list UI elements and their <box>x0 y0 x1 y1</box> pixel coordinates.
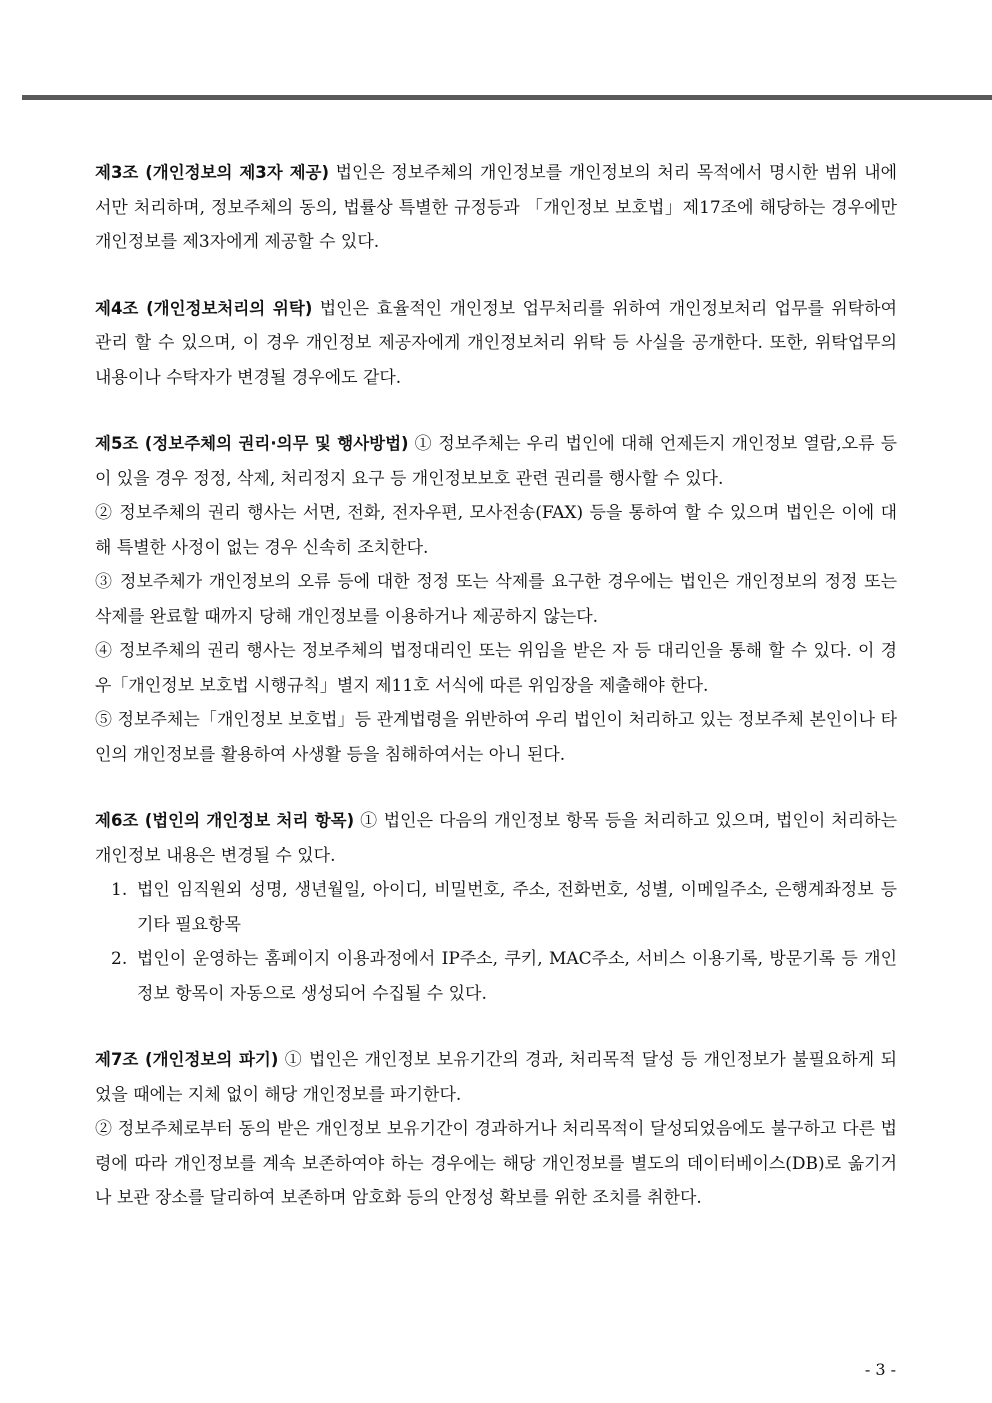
article-5-clause-4: ④ 정보주체의 권리 행사는 정보주체의 법정대리인 또는 위임을 받은 자 등 대리인을 통해 할 수 있다. 이 경우「개인정보 보호법 시행규칙」별지 제11호 서식에 따른 위임장을 제출해야 한다. <box>95 641 897 696</box>
article-3-title: 제3조 (개인정보의 제3자 제공) <box>95 163 330 182</box>
list-item <box>95 942 897 1011</box>
list-item-text: 법인 임직원외 성명, 생년월일, 아이디, 비밀번호, 주소, 전화번호, 성별, 이메일주소, 은행계좌정보 등 기타 필요항목 <box>137 880 897 935</box>
list-item <box>95 873 897 942</box>
article-6 <box>95 804 897 873</box>
article-7-title: 제7조 (개인정보의 파기) <box>95 1050 279 1069</box>
article-6-title: 제6조 (법인의 개인정보 처리 항목) <box>95 811 355 830</box>
article-5-clause-2: ② 정보주체의 권리 행사는 서면, 전화, 전자우편, 모사전송(FAX) 등을 통하여 할 수 있으며 법인은 이에 대해 특별한 사정이 없는 경우 신속히 조치한다. <box>95 503 897 558</box>
article-5-clause-5: ⑤ 정보주체는「개인정보 보호법」등 관계법령을 위반하여 우리 법인이 처리하고 있는 정보주체 본인이나 타인의 개인정보를 활용하여 사생활 등을 침해하여서는 아니 된다. <box>95 710 897 765</box>
list-item-text: 법인이 운영하는 홈페이지 이용과정에서 IP주소, 쿠키, MAC주소, 서비스 이용기록, 방문기록 등 개인정보 항목이 자동으로 생성되어 수집될 수 있다. <box>137 949 897 1004</box>
article-4-title: 제4조 (개인정보처리의 위탁) <box>95 298 313 318</box>
article-4 <box>95 292 897 396</box>
article-3 <box>95 156 897 260</box>
article-5-body: ① 정보주체는 우리 법인에 대해 언제든지 개인정보 열람,오류 등이 있을 경우 정정, 삭제, 처리정지 요구 등 개인정보보호 관련 권리를 행사할 수 있다. <box>95 434 897 489</box>
document-body <box>95 156 897 1216</box>
page-number: - 3 - <box>864 1360 896 1379</box>
list-item-number: 2. <box>111 949 128 969</box>
article-7-body: ① 법인은 개인정보 보유기간의 경과, 처리목적 달성 등 개인정보가 불필요하게 되었을 때에는 지체 없이 해당 개인정보를 파기한다. <box>95 1050 897 1105</box>
article-6-item-list <box>95 873 897 1011</box>
article-6-body: ① 법인은 다음의 개인정보 항목 등을 처리하고 있으며, 법인이 처리하는 개인정보 내용은 변경될 수 있다. <box>95 811 898 866</box>
article-7 <box>95 1043 897 1112</box>
header-rule <box>22 95 992 100</box>
article-5-clause-3: ③ 정보주체가 개인정보의 오류 등에 대한 정정 또는 삭제를 요구한 경우에는 법인은 개인정보의 정정 또는 삭제를 완료할 때까지 당해 개인정보를 이용하거나 제공하지 않는다. <box>95 572 897 627</box>
article-5 <box>95 427 897 496</box>
article-7-clause-2: ② 정보주체로부터 동의 받은 개인정보 보유기간이 경과하거나 처리목적이 달성되었음에도 불구하고 다른 법령에 따라 개인정보를 계속 보존하여야 하는 경우에는 해당 개인정보를 별도의 데이터베이스(DB)로 옮기거나 보관 장소를 달리하여 보존하며 암호화 등의 안정성 확보를 위한 조치를 취한다. <box>95 1119 897 1208</box>
list-item-number: 1. <box>111 880 128 900</box>
article-3-body: 법인은 정보주체의 개인정보를 개인정보의 처리 목적에서 명시한 범위 내에서만 처리하며, 정보주체의 동의, 법률상 특별한 규정등과 「개인정보 보호법」제17조에 해당하는 경우에만 개인정보를 제3자에게 제공할 수 있다. <box>95 163 898 252</box>
article-4-body: 법인은 효율적인 개인정보 업무처리를 위하여 개인정보처리 업무를 위탁하여 관리 할 수 있으며, 이 경우 개인정보 제공자에게 개인정보처리 위탁 등 사실을 공개한다. 또한, 위탁업무의 내용이나 수탁자가 변경될 경우에도 같다. <box>95 298 897 388</box>
article-5-title: 제5조 (정보주체의 권리·의무 및 행사방법) <box>95 434 409 453</box>
